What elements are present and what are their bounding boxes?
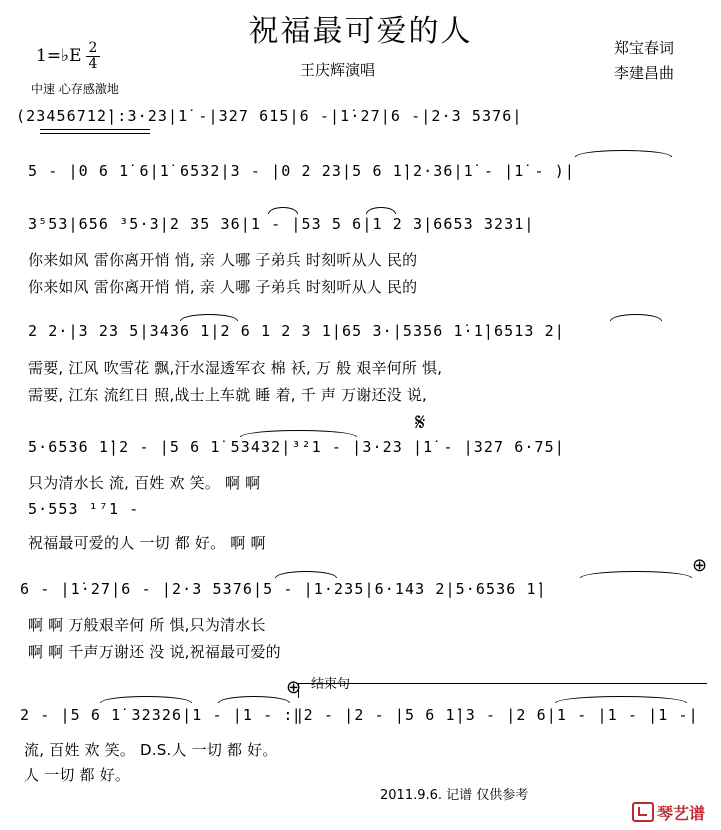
notation-row-3: 3⁵53|656 ³5·3|2 35 36|1 - |53 5 6|1 2 3|6653 3231|	[28, 215, 535, 233]
lyric-line-3a: 你来如风 雷你离开悄 悄, 亲 人哪 子弟兵 时刻听从人 民的	[28, 251, 418, 269]
tie-arc	[180, 314, 238, 321]
notation-row-7: 6 - |1̇·27|6 - |2·3 5376|5 - |1·235|6·143 2|5·6536 1̇|	[20, 580, 547, 598]
time-signature	[86, 41, 100, 72]
coda-icon: ⊕	[692, 555, 708, 576]
coda-icon: ⊕	[286, 677, 302, 698]
notation-row-4: 2 2·|3 23 5|3436 1|2 6 1 2 3 1|65 3·|5356 1̇·1̇|6513 2|	[28, 322, 565, 340]
notation-row-5: 5·6536 1̇|2 - |5 6 1̇ 53432|³²1 - |3·23 |1̇ - |327 6·75|	[28, 438, 565, 456]
tie-arc	[575, 150, 672, 157]
lyric-line-4a: 需要, 江风 吹雪花 飘,汗水湿透军衣 棉 袄, 万 般 艰辛何所 惧,	[28, 359, 443, 377]
tie-arc	[580, 571, 692, 578]
logo-icon	[632, 802, 654, 822]
lyric-line-4b: 需要, 江东 流红日 照,战士上车就 睡 着, 千 声 万谢还没 说,	[28, 386, 427, 404]
beam-line	[40, 133, 150, 134]
tie-arc	[218, 696, 290, 703]
tie-arc	[275, 571, 337, 578]
tie-arc	[100, 696, 192, 703]
lyric-line-6a: 祝福最可爱的人 一切 都 好。 啊 啊	[28, 534, 266, 552]
lyric-line-7a: 啊 啊 万般艰辛何 所 惧,只为清水长	[28, 616, 266, 634]
key-signature: 1=♭E	[36, 46, 82, 66]
tempo-marking: 中速 心存感激地	[31, 82, 119, 96]
tie-arc	[240, 430, 357, 437]
logo-text: 琴艺谱	[657, 804, 706, 823]
lyric-line-5a: 只为清水长 流, 百姓 欢 笑。 啊 啊	[28, 474, 261, 492]
tie-arc	[555, 696, 687, 703]
segno-icon: 𝄋	[415, 408, 426, 436]
notation-row-8: 2 - |5 6 1̇ 32326|1 - |1 - :‖2 - |2 - |5 6 1̇|3 - |2 6|1 - |1 - |1 -|	[20, 706, 699, 724]
transcription-note: 2011.9.6. 记谱 仅供参考	[380, 788, 529, 803]
singer-credit: 王庆辉演唱	[300, 61, 376, 79]
meter-top: 2	[88, 40, 98, 56]
notation-row-1: (2345671̇2̇|:3·23|1̇ -|327 615|6 -|1̇·27|6 -|2·3 5376|	[16, 107, 523, 125]
meter-bottom: 4	[86, 56, 100, 72]
notation-row-2: 5 - |0 6 1̇ 6|1̇ 6532|3 - |0 2 23|5 6 1̇|2·36|1̇ - |1̇ - )|	[28, 162, 576, 180]
beam-line	[40, 129, 150, 130]
tie-arc	[610, 314, 662, 321]
notation-row-6: 5·553 ¹⁷1 -	[28, 500, 140, 518]
lyric-line-8a: 流, 百姓 欢 笑。 D.S.人 一切 都 好。	[24, 741, 278, 759]
lyric-line-7b: 啊 啊 千声万谢还 没 说,祝福最可爱的	[28, 643, 281, 661]
site-logo	[632, 801, 705, 824]
composer-credit: 李建昌曲	[614, 64, 675, 82]
lyricist-credit: 郑宝春词	[614, 39, 675, 57]
tie-arc	[366, 207, 396, 214]
ending-label: 结束句	[311, 677, 351, 692]
song-title: 祝福最可爱的人	[248, 14, 473, 49]
tie-arc	[268, 207, 298, 214]
lyric-line-3b: 你来如风 雷你离开悄 悄, 亲 人哪 子弟兵 时刻听从人 民的	[28, 278, 418, 296]
lyric-line-8b: 人 一切 都 好。	[24, 766, 131, 784]
